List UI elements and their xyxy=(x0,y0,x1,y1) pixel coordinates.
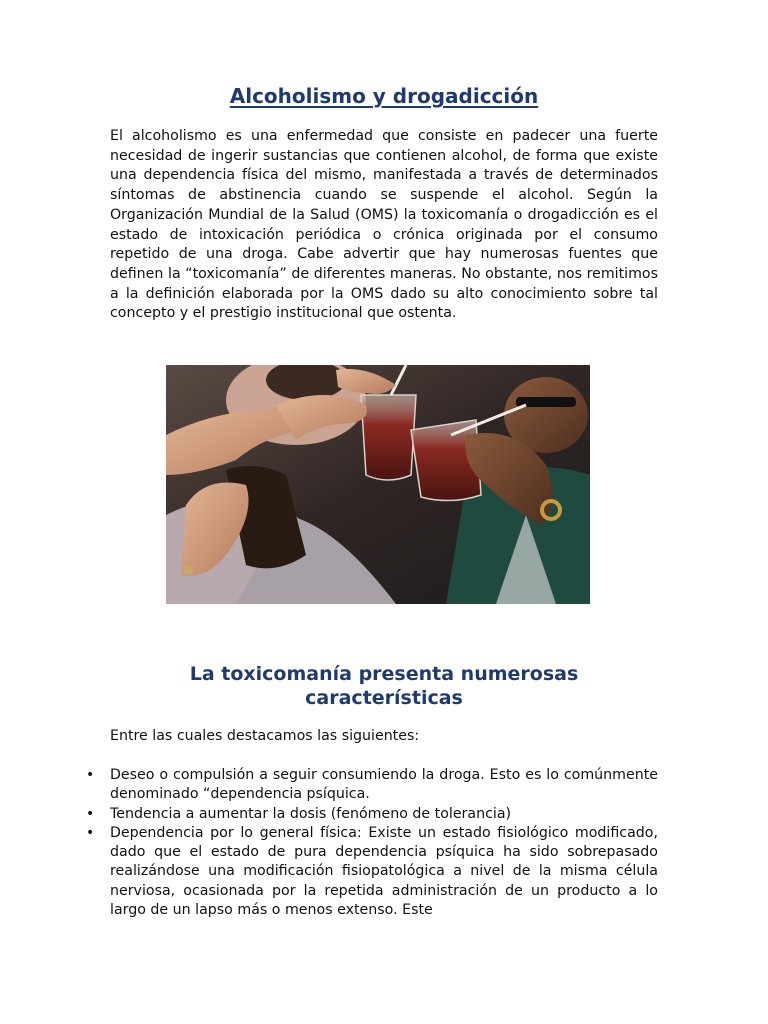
list-item xyxy=(86,805,658,824)
section-heading xyxy=(0,662,768,710)
intro-paragraph: El alcoholismo es una enfermedad que consiste en padecer una fuerte necesidad de ingerir sustancias que contienen alcohol, de forma que existe una dependencia física del mismo, manifestada a través de determinados síntomas de abstinencia cuando se suspende el alcohol. Según la Organización Mundial de la Salud (OMS) la toxicomanía o drogadicción es el estado de intoxicación periódica o crónica originada por el consumo repetido de una droga. Cabe advertir que hay numerosas fuentes que definen la “toxicomanía” de diferentes maneras. No obstante, nos remitimos a la definición elaborada por la OMS dado su alto conocimiento sobre tal concepto y el prestigio institucional que ostenta. xyxy=(110,128,658,322)
list-item-text: Dependencia por lo general física: Existe un estado fisiológico modificado, dado que el estado de pura dependencia psíquica ha sido sobrepasado realizándose una modificación fisiopatológica a nivel de la misma célula nerviosa, ocasionada por la repetida administración de un producto a lo largo de un lapso más o menos extenso. Este xyxy=(110,824,658,919)
bullet-icon: • xyxy=(86,767,95,783)
people-drinking-photo xyxy=(166,365,590,604)
list-item-text: Tendencia a aumentar la dosis (fenómeno de tolerancia) xyxy=(110,805,512,822)
section-heading-line1: La toxicomanía presenta numerosas xyxy=(189,663,579,685)
list-intro: Entre las cuales destacamos las siguientes: xyxy=(110,728,420,744)
document-title-text: Alcoholismo y drogadicción xyxy=(229,84,539,108)
list-item-text: Deseo o compulsión a seguir consumiendo la droga. Esto es lo comúnmente denominado “dependencia psíquica. xyxy=(110,767,658,803)
document-title xyxy=(0,84,768,108)
list-item xyxy=(86,824,658,920)
list-item xyxy=(86,766,658,805)
bullet-icon: • xyxy=(86,805,95,822)
bullet-icon: • xyxy=(86,824,95,841)
section-heading-line2: características xyxy=(305,687,463,709)
characteristics-list xyxy=(0,766,768,920)
